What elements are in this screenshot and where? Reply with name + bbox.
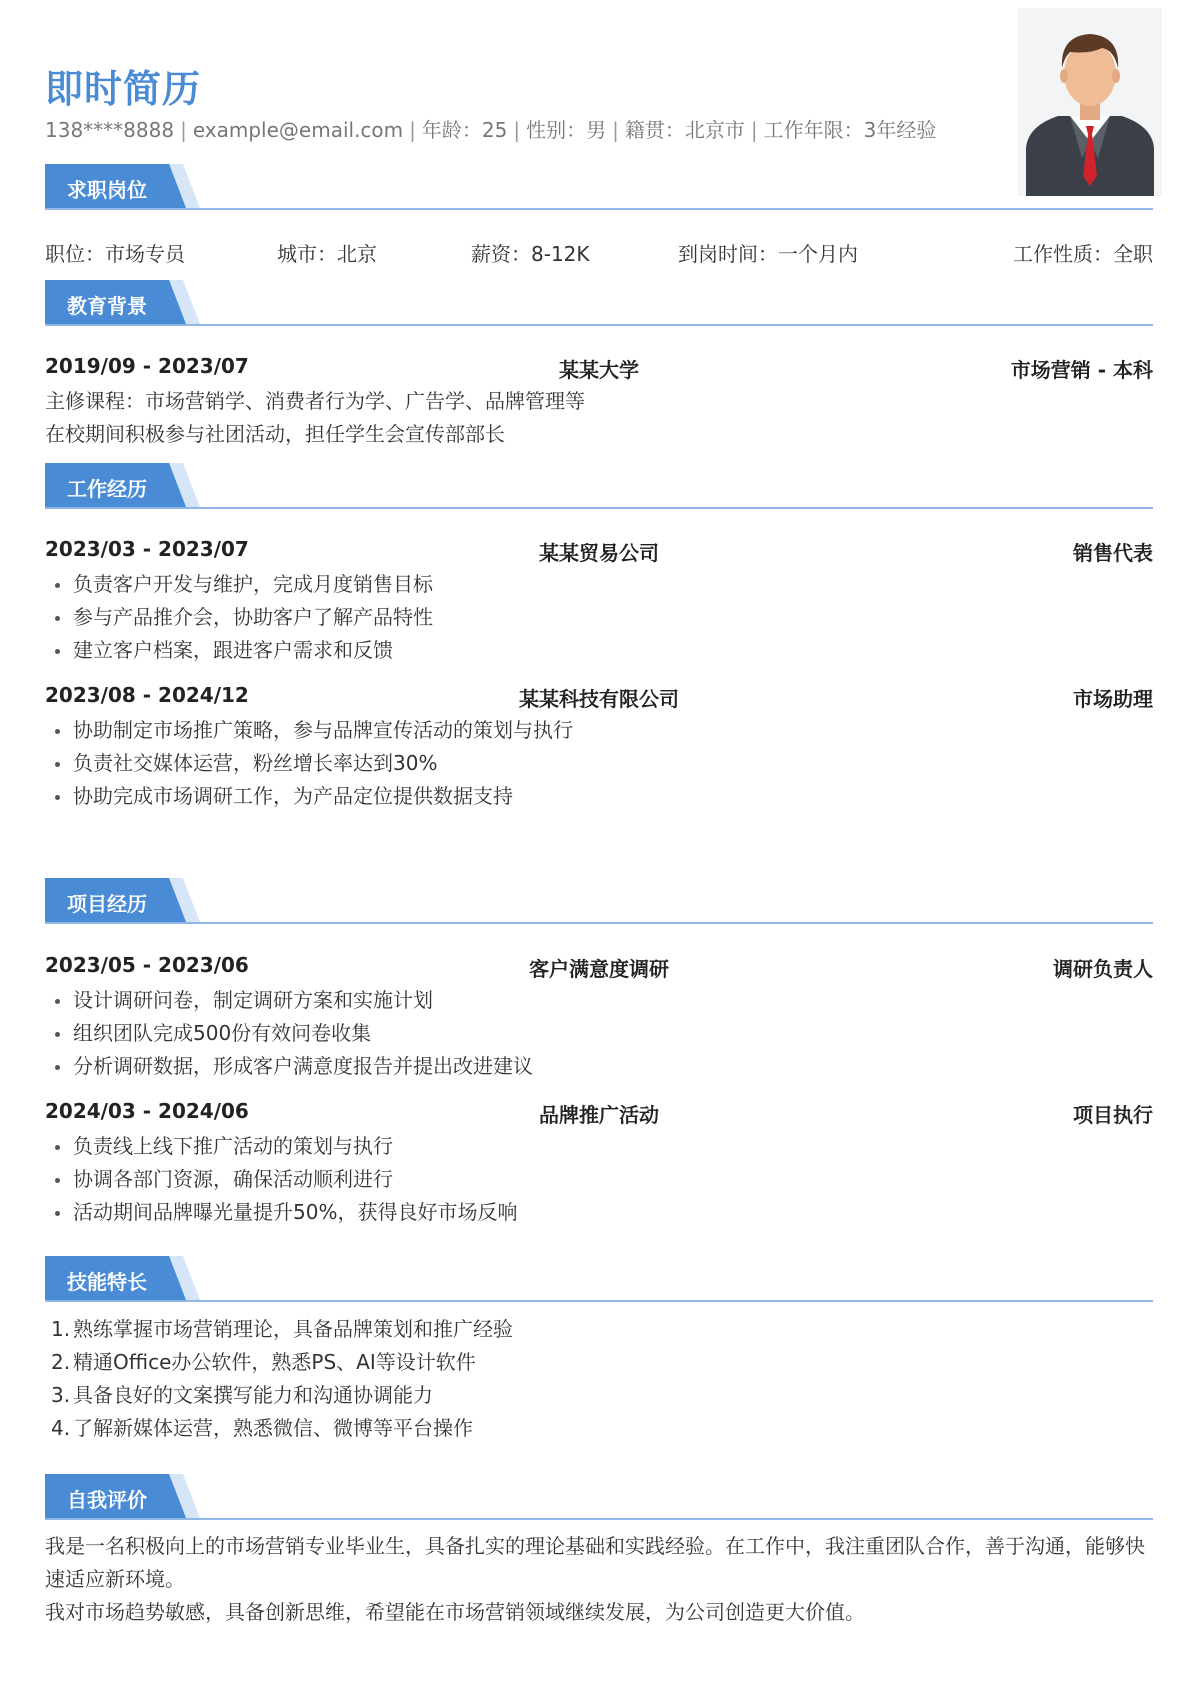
project-name: 客户满意度调研 xyxy=(529,957,669,981)
list-item: 协调各部门资源，确保活动顺利进行 xyxy=(45,1163,517,1196)
section-title: 技能特长 xyxy=(67,1270,147,1294)
work-item-row xyxy=(45,683,1153,711)
age: 年龄：25 xyxy=(421,118,508,142)
candidate-name: 即时简历 xyxy=(45,67,202,111)
section-title: 求职岗位 xyxy=(67,178,147,202)
intent-availability: 到岗时间：一个月内 xyxy=(678,242,858,266)
education-school: 某某大学 xyxy=(559,358,639,382)
phone: 138****8888 xyxy=(45,118,175,142)
list-item: 组织团队完成500份有效问卷收集 xyxy=(45,1017,533,1050)
section-title: 自我评价 xyxy=(67,1488,147,1512)
education-line: 在校期间积极参与社团活动，担任学生会宣传部部长 xyxy=(45,422,505,446)
skill-number: 4. xyxy=(51,1416,71,1440)
list-item: 设计调研问卷，制定调研方案和实施计划 xyxy=(45,984,533,1017)
project-role: 调研负责人 xyxy=(1053,957,1153,981)
section-header-self-eval xyxy=(45,1474,1153,1520)
work-item-row xyxy=(45,537,1153,565)
education-line: 主修课程：市场营销学、消费者行为学、广告学、品牌管理等 xyxy=(45,389,585,413)
skill-number: 1. xyxy=(51,1317,71,1341)
contact-info: 138****8888 | example@email.com | 年龄：25 | 性别：男 | 籍贯：北京市 | 工作年限：3年经验 xyxy=(45,118,937,142)
project-period: 2024/03 - 2024/06 xyxy=(45,1099,249,1123)
list-item: 负责线上线下推广活动的策划与执行 xyxy=(45,1130,517,1163)
work-period: 2023/03 - 2023/07 xyxy=(45,537,249,561)
project-bullets xyxy=(45,984,533,1083)
list-item: 建立客户档案，跟进客户需求和反馈 xyxy=(45,634,433,667)
gender: 性别：男 xyxy=(526,118,607,142)
section-title: 工作经历 xyxy=(67,477,147,501)
list-item: 活动期间品牌曝光量提升50%，获得良好市场反响 xyxy=(45,1196,517,1229)
section-title: 教育背景 xyxy=(67,294,147,318)
intent-city: 城市：北京 xyxy=(277,242,377,266)
list-item: 协助制定市场推广策略，参与品牌宣传活动的策划与执行 xyxy=(45,714,573,747)
education-major: 市场营销 - 本科 xyxy=(1010,358,1153,382)
list-item xyxy=(45,1412,513,1445)
project-name: 品牌推广活动 xyxy=(539,1103,659,1127)
section-header-education xyxy=(45,280,1153,326)
project-period: 2023/05 - 2023/06 xyxy=(45,953,249,977)
section-title: 项目经历 xyxy=(67,892,147,916)
intent-salary: 薪资：8-12K xyxy=(471,242,590,266)
work-years: 工作年限：3年经验 xyxy=(763,118,937,142)
project-item-row xyxy=(45,953,1153,981)
education-row xyxy=(45,354,1153,382)
list-item: 负责客户开发与维护，完成月度销售目标 xyxy=(45,568,433,601)
work-period: 2023/08 - 2024/12 xyxy=(45,683,249,707)
list-item xyxy=(45,1313,513,1346)
intent-job-type: 工作性质：全职 xyxy=(1013,242,1153,266)
work-company: 某某贸易公司 xyxy=(539,541,659,565)
email: example@email.com xyxy=(192,118,404,142)
skill-number: 3. xyxy=(51,1383,71,1407)
skill-text: 熟练掌握市场营销理论，具备品牌策划和推广经验 xyxy=(73,1317,513,1341)
skill-text: 了解新媒体运营，熟悉微信、微博等平台操作 xyxy=(73,1416,473,1440)
list-item: 分析调研数据，形成客户满意度报告并提出改进建议 xyxy=(45,1050,533,1083)
hometown: 籍贯：北京市 xyxy=(624,118,745,142)
work-role: 市场助理 xyxy=(1073,687,1153,711)
education-details xyxy=(45,385,1153,451)
work-bullets xyxy=(45,568,433,667)
section-header-work xyxy=(45,463,1153,509)
intent-position: 职位：市场专员 xyxy=(45,242,185,266)
self-evaluation xyxy=(45,1530,1153,1629)
education-period: 2019/09 - 2023/07 xyxy=(45,354,249,378)
project-item-row xyxy=(45,1099,1153,1127)
work-bullets xyxy=(45,714,573,813)
list-item: 参与产品推介会，协助客户了解产品特性 xyxy=(45,601,433,634)
list-item: 协助完成市场调研工作，为产品定位提供数据支持 xyxy=(45,780,573,813)
work-role: 销售代表 xyxy=(1073,541,1153,565)
section-header-intent xyxy=(45,164,1153,210)
section-header-skills xyxy=(45,1256,1153,1302)
list-item xyxy=(45,1346,513,1379)
skill-text: 精通Office办公软件，熟悉PS、AI等设计软件 xyxy=(73,1350,476,1374)
skills-list xyxy=(45,1313,513,1445)
self-eval-paragraph: 我是一名积极向上的市场营销专业毕业生，具备扎实的理论基础和实践经验。在工作中，我注重团队合作，善于沟通，能够快速适应新环境。 xyxy=(45,1534,1145,1591)
job-intent-row xyxy=(45,238,1153,266)
list-item xyxy=(45,1379,513,1412)
list-item: 负责社交媒体运营，粉丝增长率达到30% xyxy=(45,747,573,780)
skill-text: 具备良好的文案撰写能力和沟通协调能力 xyxy=(73,1383,433,1407)
self-eval-paragraph: 我对市场趋势敏感，具备创新思维，希望能在市场营销领域继续发展，为公司创造更大价值。 xyxy=(45,1600,865,1624)
project-bullets xyxy=(45,1130,517,1229)
skill-number: 2. xyxy=(51,1350,71,1374)
project-role: 项目执行 xyxy=(1073,1103,1153,1127)
work-company: 某某科技有限公司 xyxy=(519,687,679,711)
section-header-projects xyxy=(45,878,1153,924)
